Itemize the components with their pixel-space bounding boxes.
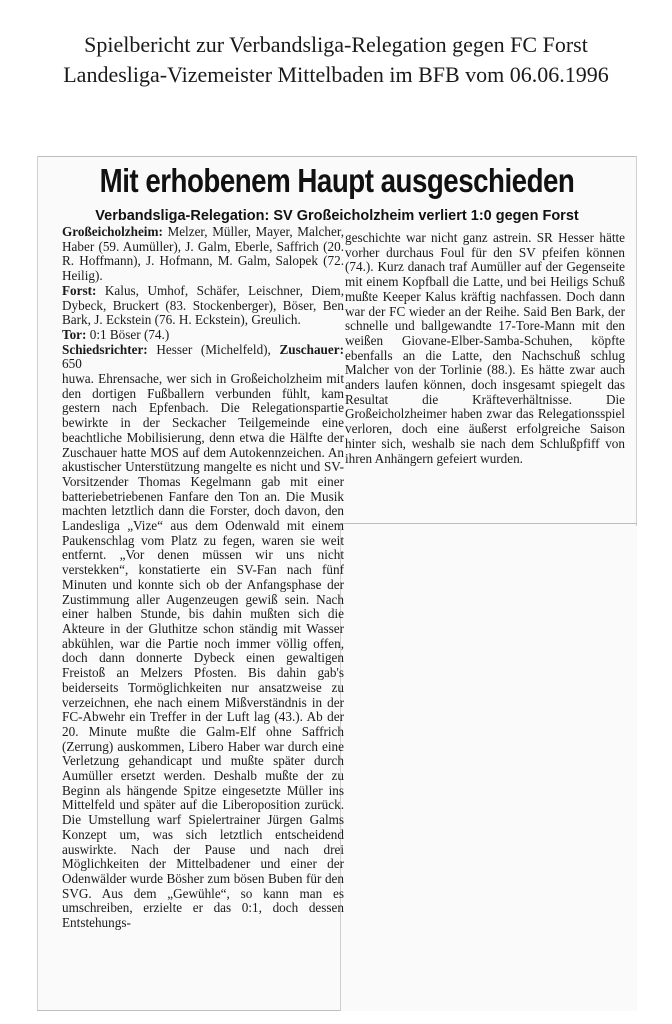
clipping-edge-top (37, 156, 637, 157)
spectators-text: 650 (62, 356, 82, 372)
page-heading-line2: Landesliga-Vizemeister Mittelbaden im BFB vom 06.06.1996 (63, 62, 609, 87)
clipping-edge-bottom (37, 1010, 340, 1011)
article-body-left: huwa. Ehrensache, wer sich in Großeicholzheim mit den dortigen Fußballern verbunden fühlt, kam gestern nach Epfenbach. Die Relegationspartie bewirkte in der Seckacher Teilgemeinde eine beachtliche Mobilisierung, denn etwa die Hälfte der Zuschauer hatte MOS auf dem Autokennzeichen. An akustischer Unterstützung mangelte es nicht und SV-Vorsitzender Thomas Kegelmann gab mit einer batteriebetriebenen Fanfare den Ton an. Die Musik machten letztlich dann die Forster, doch davon, den Landesliga „Vize“ aus dem Odenwald mit einem Paukenschlag vom Platz zu fegen, waren sie weit entfernt. „Vor denen müssen wir uns nicht verstekken“, konstatierte ein SV-Fan nach fünf Minuten und konnte sich ob der Anfangsphase der Zustimmung aller Augenzeugen gewiß sein. Nach einer halben Stunde, bis dahin mußten sich die Akteure in der Gluthitze schon ständig mit Wasser abkühlen, war die Partie noch immer völlig offen, doch dann donnerte Dybeck einen gewaltigen Freistoß an Melzers Pfosten. Bis dahin gab's beiderseits Tormöglichkeiten nur ansatzweise zu verzeichnen, ehe nach einem Mißverständnis in der FC-Abwehr ein Treffer in der Luft lag (43.). Ab der 20. Minute mußte die Galm-Elf ohne Saffrich (Zerrung) auskommen, Libero Haber war durch eine Verletzung gehandicapt und mußte später durch Aumüller ersetzt werden. Deshalb mußte der zu Beginn als hängende Spitze eingesetzte Müller ins Mittelfeld und später auf die Liberoposition zurück. Die Umstellung warf Spielertrainer Jürgen Galms Konzept um, was sich letztlich entscheidend auswirkte. Nach der Pause und nach drei Möglichkeiten der Mittelbadener und einer der Odenwälder wurde Bösher zum bösen Buben für den SVG. Aus dem „Gewühle“, so kann man es umschreiben, erzielte er das 0:1, doch dessen Entstehungs- (62, 371, 344, 931)
page-heading (0, 30, 672, 90)
referee-text: Hesser (Michelfeld), (147, 341, 280, 357)
page-heading-line1: Spielbericht zur Verbandsliga-Relegation gegen FC Forst (84, 32, 588, 57)
goal-label: Tor: (62, 326, 87, 342)
article-body-right: geschichte war nicht ganz astrein. SR Hesser hätte vorher durchaus Foul für den SV pfeifen können (74.). Kurz danach traf Aumüller auf der Gegenseite mit einem Kopfball die Latte, und bei Heiligs Schuß mußte Keeper Kalus kräftig nachfassen. Doch dann war der FC wieder an der Reihe. Said Ben Bark, der schnelle und ballgewandte 17-Tore-Mann mit den weißen Giovane-Elber-Samba-Schuhen, köpfte ebenfalls an die Latte, den Nachschuß schlug Malcher von der Torlinie (88.). Es hätte zwar auch anders laufen können, doch insgesamt spiegelt das Resultat die Kräfteverhältnisse. Die Großeicholzheimer haben zwar das Relegationsspiel verloren, doch eine äußerst erfolgreiche Saison hinter sich, weshalb sie nach dem Schlußpfiff von ihren Anhängern gefeiert wurden. (345, 230, 625, 466)
lineup-grosseicholzheim-label: Großeicholzheim: (62, 224, 163, 239)
article-headline: Mit erhobenem Haupt ausgeschieden (99, 162, 575, 199)
clipping-edge-step (340, 523, 637, 524)
referee-info (62, 343, 344, 372)
lineup-grosseicholzheim-text: Melzer, Müller, Mayer, Malcher, Haber (59. Aumüller), J. Galm, Eberle, Saffrich (20. R. Hoffmann), J. Hofmann, M. Galm, Salopek (72. Heilig). (62, 224, 344, 284)
article-subheadline: Verbandsliga-Relegation: SV Großeicholzheim verliert 1:0 gegen Forst (95, 208, 579, 224)
article-column-right (345, 231, 625, 466)
clipping-edge-left (37, 156, 38, 1011)
lineup-forst (62, 284, 344, 328)
clipping-edge-right (636, 156, 637, 526)
referee-label: Schiedsrichter: (62, 341, 148, 357)
article-column-left (62, 225, 344, 931)
lineup-forst-label: Forst: (62, 282, 97, 298)
lineup-grosseicholzheim (62, 225, 344, 284)
goal-text: 0:1 Böser (74.) (86, 326, 170, 342)
goal-info (62, 328, 344, 343)
lineup-forst-text: Kalus, Umhof, Schäfer, Leischner, Diem, Dybeck, Bruckert (83. Stockenberger), Böser, Ben Bark, J. Eckstein (76. H. Eckstein), Greulich. (62, 282, 344, 328)
spectators-label: Zuschauer: (279, 341, 344, 357)
